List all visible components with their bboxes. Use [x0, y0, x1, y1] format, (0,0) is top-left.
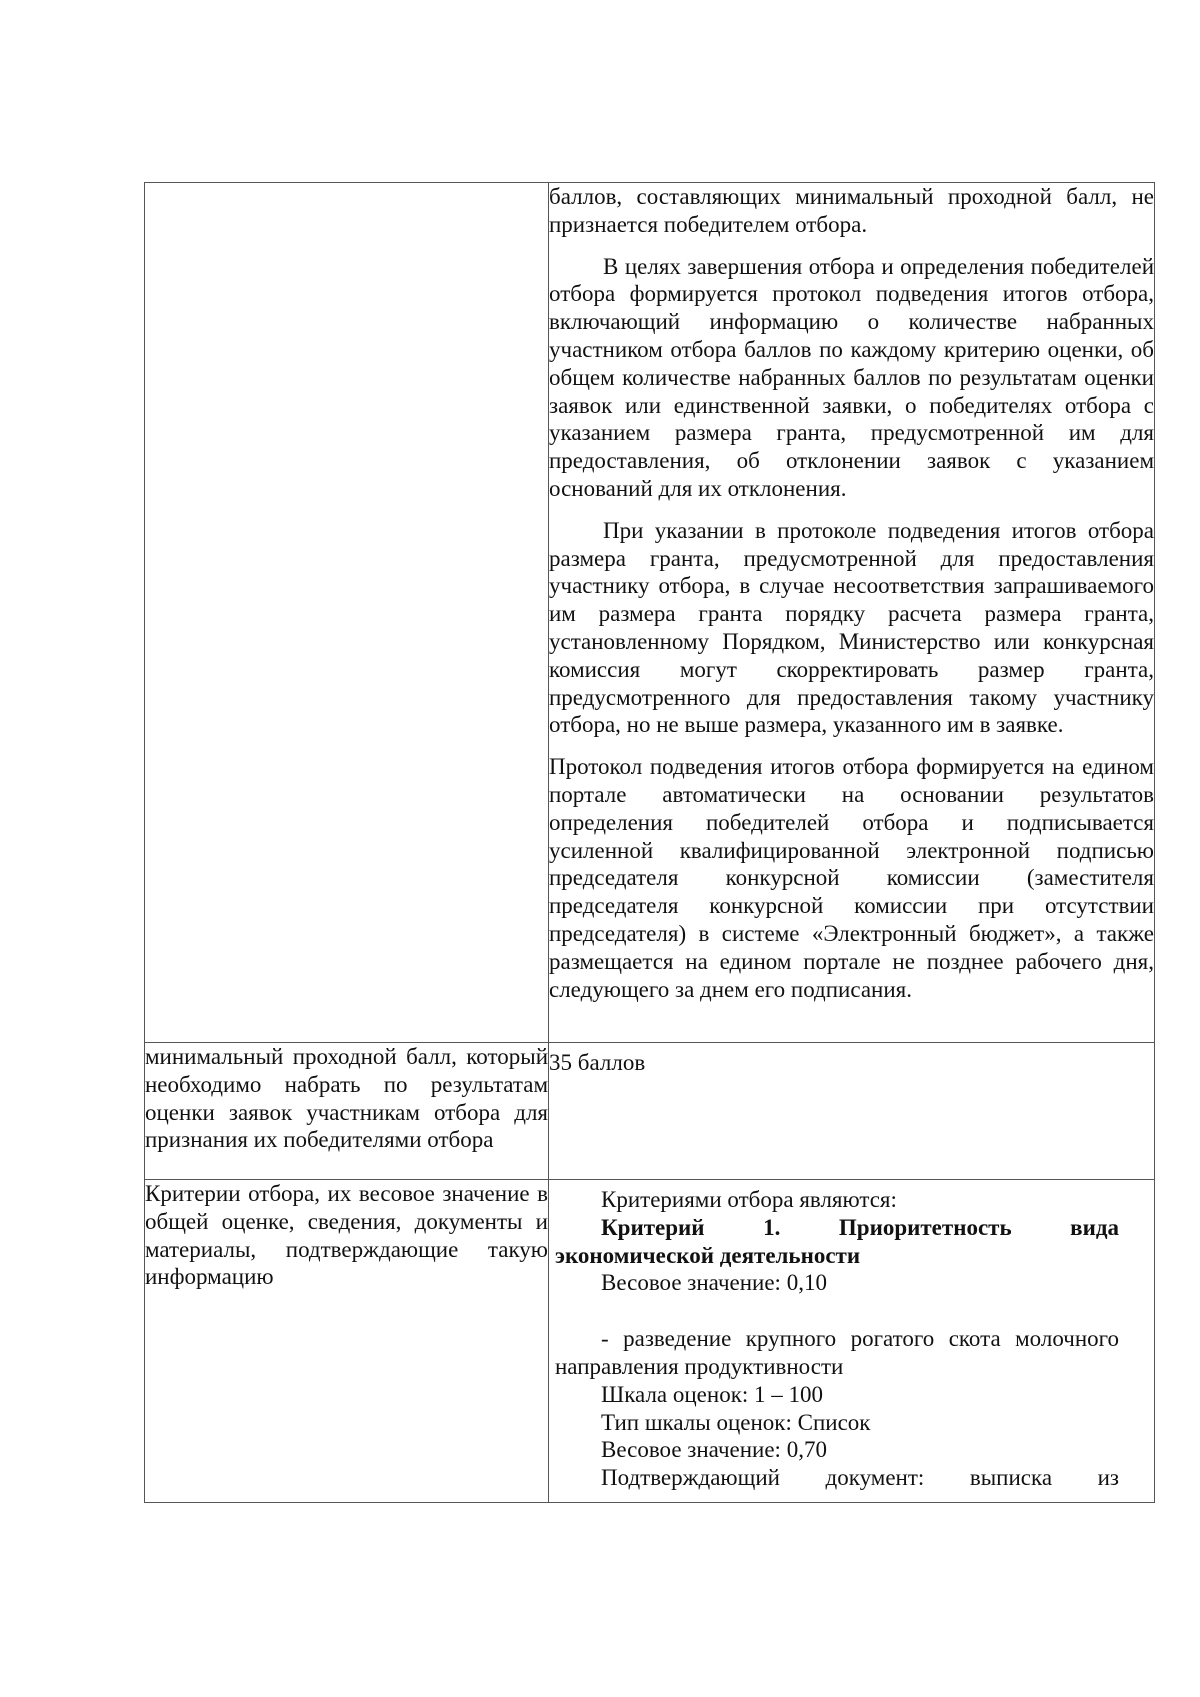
min-score-label-cell — [145, 1043, 549, 1180]
empty-left-cell — [145, 183, 549, 1043]
paragraph-min-score: баллов, составляющих минимальный проходной балл, не признается победителем отбора. — [549, 184, 1154, 237]
criteria-cell — [549, 1180, 1155, 1503]
winner-rules-cell — [549, 183, 1155, 1043]
criteria-label: Критерии отбора, их весовое значение в общей оценке, сведения, документы и материалы, подтверждающие такую информацию — [145, 1181, 548, 1290]
min-score-value-cell — [549, 1043, 1155, 1180]
criterion-1-item: - разведение крупного рогатого скота молочного направления продуктивности — [555, 1326, 1119, 1379]
criterion-1-title: Критерий 1. Приоритетность вида экономической деятельности — [555, 1214, 1119, 1268]
criteria-block — [549, 1180, 1154, 1492]
criterion-1-item-weight: Весовое значение: 0,70 — [601, 1437, 827, 1463]
criteria-intro: Критериями отбора являются: — [601, 1187, 897, 1212]
min-score-label: минимальный проходной балл, который необходимо набрать по результатам оценки заявок участникам отбора для признания их победителями отбора — [145, 1044, 548, 1153]
table-row — [145, 183, 1155, 1043]
paragraph-protocol-signing: Протокол подведения итогов отбора формируется на едином портале автоматически на основании результатов определения победителей отбора и подписывается усиленной квалифицированной электронной подписью председателя конкурсной комиссии (заместителя председателя конкурсной комиссии при отсутствии председателя) в системе «Электронный бюджет», а также размещается на едином портале не позднее рабочего дня, следующего за днем его подписания. — [549, 754, 1154, 1002]
table-row — [145, 1043, 1155, 1180]
criterion-1-document: Подтверждающий документ: выписка из — [601, 1465, 1119, 1491]
criteria-label-cell — [145, 1180, 549, 1503]
criterion-1-scale: Шкала оценок: 1 – 100 — [601, 1381, 824, 1407]
criterion-1-scale-type: Тип шкалы оценок: Список — [601, 1409, 871, 1435]
document-table — [144, 182, 1155, 1503]
min-score-value: 35 баллов — [549, 1050, 646, 1075]
criterion-1-weight: Весовое значение: 0,10 — [601, 1270, 827, 1296]
table-row — [145, 1180, 1155, 1503]
paragraph-grant-correction: При указании в протоколе подведения итогов отбора размера гранта, предусмотренной для предоставления участнику отбора, в случае несоответствия запрашиваемого им размера гранта порядку расчета размера гранта, установленному Порядком, Министерство или конкурсная комиссия могут скорректировать размер гранта, предусмотренного для предоставления такому участнику отбора, но не выше размера, указанного им в заявке. — [549, 517, 1154, 738]
paragraph-protocol-formation: В целях завершения отбора и определения победителей отбора формируется протокол подведения итогов отбора, включающий информацию о количестве набранных участником отбора баллов по каждому критерию оценки, об общем количестве набранных баллов по результатам оценки заявок или единственной заявки, о победителях отбора с указанием размера гранта, предусмотренной им для предоставления, об отклонении заявок с указанием оснований для их отклонения. — [549, 253, 1154, 501]
